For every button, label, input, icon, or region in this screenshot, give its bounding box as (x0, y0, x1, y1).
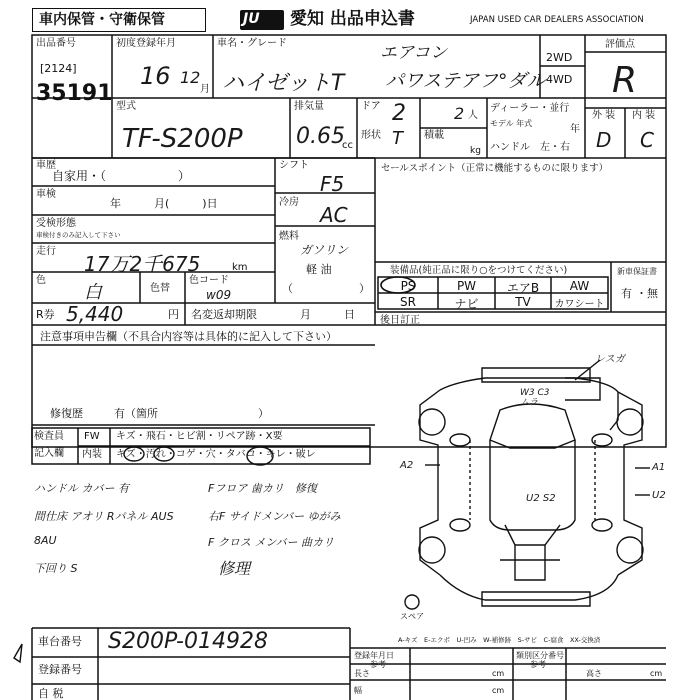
cooling-label: 冷房 (279, 197, 299, 208)
repair-value: 有（箇所 (114, 407, 158, 420)
equipment-navi[interactable]: ナビ (454, 297, 479, 311)
note-left-2: 間仕床 アオリ Rパネル AUS (34, 510, 174, 523)
history-label: 車歴 (36, 160, 56, 171)
receipt-label: 受検形態 (36, 218, 76, 229)
mileage-unit: km (232, 262, 248, 273)
meigi-value: 月 日 (300, 308, 355, 321)
shape-label: 形状 (361, 130, 381, 141)
color-value: 白 (84, 282, 102, 303)
length-unit: cm (492, 669, 505, 678)
drive-2wd: 2WD (546, 51, 573, 64)
recycle-value: 5,440 (66, 302, 124, 326)
equipment-tv[interactable]: TV (515, 295, 531, 309)
shift-value: F5 (320, 172, 345, 196)
displacement-unit: cc (342, 140, 353, 151)
tax-label: 自 税 (38, 687, 64, 700)
model-name: ハイゼットT (222, 71, 345, 96)
note-left-3: 8AU (34, 534, 57, 547)
length-label: 長さ (354, 669, 370, 678)
height-label: 高さ (586, 669, 602, 678)
meigi-label: 名変返却期限 (191, 308, 257, 321)
warranty-label: 新車保証書 (617, 267, 657, 276)
exterior-label: 外 装 (592, 110, 616, 121)
color-change-label: 色替 (150, 283, 170, 294)
diagram-mark-1: レスガ (595, 354, 625, 365)
mileage-label: 走行 (36, 246, 56, 257)
org-english: JAPAN USED CAR DEALERS ASSOCIATION (470, 15, 644, 25)
fuel-label: 燃料 (279, 231, 299, 242)
rear-correction-label: 後日訂正 (380, 315, 420, 326)
load-unit: kg (470, 146, 481, 156)
registration-month: 12 (180, 68, 201, 87)
register-label: 登録番号 (38, 663, 82, 676)
interior-grade: C (640, 128, 654, 152)
note-right-2: 右F サイドメンバー ゆがみ (208, 510, 341, 523)
shift-label: シフト (279, 160, 309, 171)
model-year-unit: 年 (570, 124, 580, 135)
inspector-label-2: 記入欄 (34, 448, 64, 459)
drive-4wd: 4WD (546, 73, 573, 86)
registration-label: 初度登録年月 (116, 38, 176, 49)
equipment-label: 装備品(純正品に限り○をつけてください) (390, 265, 568, 276)
diagram-mark-4: A1 (652, 462, 666, 473)
width-unit: cm (492, 686, 505, 695)
spare-label: スペア (400, 612, 424, 621)
equipment-row-1 (378, 279, 608, 293)
recycle-label: R券 (36, 308, 55, 321)
note-right-3: F クロス メンバー 曲カリ (208, 536, 335, 549)
color-code-label: 色コード (189, 275, 229, 286)
org-name: 愛知 出品申込書 (290, 9, 415, 29)
fuel-paren: （ ） (282, 282, 370, 295)
note-left-1: ハンドル カバー 有 (34, 482, 129, 495)
chassis-label: 車台番号 (38, 635, 82, 648)
repair-label: 修復歴 (50, 407, 83, 420)
inspector-label-1: 検査員 (34, 431, 64, 442)
legend-field-1-unit: 参考 (370, 660, 386, 669)
width-label: 幅 (354, 686, 362, 695)
ju-logo-icon: JU (243, 11, 260, 27)
katashiki-label: 型式 (116, 101, 136, 112)
lot-code: [2124] (40, 62, 77, 75)
storage-header (32, 8, 206, 32)
model-aircon: エアコン (380, 43, 448, 63)
color-code-value: w09 (206, 288, 232, 302)
equipment-ps[interactable]: PS (400, 279, 416, 293)
displacement-value: 0.65 (296, 124, 345, 149)
fw-label: FW (84, 431, 100, 442)
door-label: ドア (361, 101, 381, 112)
equipment-row-2 (378, 295, 608, 309)
interior-label: 内 装 (632, 110, 656, 121)
load-label: 積載 (424, 130, 444, 141)
fuel-gasoline: ガソリン (300, 243, 349, 257)
door-value: 2 (392, 101, 406, 126)
recycle-unit: 円 (168, 308, 179, 321)
model-label: 車名・グレード (217, 38, 287, 49)
equipment-leather-seat[interactable]: カワシート (554, 299, 605, 310)
receipt-note: 車検付きのみ記入して下さい (36, 231, 121, 239)
registration-year: 16 (140, 62, 171, 90)
lot-number: 35191 (36, 81, 113, 106)
warranty-yes[interactable]: 有 (621, 287, 632, 300)
shape-value: T (392, 128, 403, 149)
storage-label: 車内保管・守衛保管 (39, 12, 165, 28)
interior-items: キズ・汚れ・コゲ・穴・タバコ・キレ・破レ (116, 449, 316, 460)
registration-month-unit: 月 (200, 84, 210, 95)
diagram-mark-3: A2 (400, 460, 414, 471)
selling-points-label: セールスポイント（正常に機能するものに限ります） (381, 163, 609, 174)
fw-items: キズ・飛石・ヒビ割・リペア跡・X要 (116, 431, 283, 442)
note-right-4: 修理 (218, 559, 251, 578)
model-year-label: モデル 年式 (490, 119, 533, 128)
diagram-mark-6: U2 S2 (526, 493, 556, 504)
model-grade: パワステアフ°ダル (385, 70, 546, 92)
katashiki-value: TF-S200P (122, 124, 243, 154)
displacement-label: 排気量 (294, 101, 324, 112)
warranty-no[interactable]: ・無 (636, 287, 658, 300)
notes-label: 注意事項申告欄（不具合内容等は具体的に記入して下さい） (40, 330, 337, 343)
history-value: 自家用・（ ） (52, 169, 191, 183)
cooling-value: AC (320, 203, 348, 227)
equipment-pw[interactable]: PW (456, 279, 477, 293)
repair-close: ） (258, 407, 269, 420)
legend-text: A-キズ E-エクボ U-凹み W-補修跡 S-サビ C-腐食 XX-交換済 (398, 636, 601, 644)
equipment-aw[interactable]: AW (569, 279, 590, 293)
legend-field-2-label: 類別区分番号 (516, 651, 564, 660)
diagram-mark-2: W3 C3 ムラ (520, 388, 550, 408)
evaluation-label: 評価点 (605, 39, 635, 50)
fuel-diesel: 軽 油 (306, 263, 332, 276)
evaluation-score: R (612, 60, 638, 101)
exterior-grade: D (596, 128, 612, 152)
capacity-value: 2 (454, 104, 465, 123)
legend-field-1-label: 登録年月日 (354, 651, 394, 660)
note-right-1: Fフロア 歯カリ 修復 (208, 482, 317, 495)
capacity-unit: 人 (468, 110, 478, 121)
handle-label: ハンドル 左・右 (490, 142, 570, 153)
shaken-label: 車検 (36, 189, 56, 200)
dealer-label: ディーラー・並行 (490, 103, 570, 114)
interior-items-label: 内装 (82, 449, 102, 460)
diagram-mark-5: U2 (652, 490, 666, 501)
lot-label: 出品番号 (36, 38, 76, 49)
color-label: 色 (36, 275, 46, 286)
equipment-airbag[interactable]: エアB (506, 281, 540, 295)
height-unit: cm (650, 669, 663, 678)
equipment-sr[interactable]: SR (400, 295, 416, 309)
shaken-value: 年 月( )日 (110, 197, 218, 210)
note-left-4: 下回り S (34, 562, 78, 575)
legend-field-2-unit: 参考 (530, 660, 546, 669)
chassis-value: S200P-014928 (108, 629, 268, 654)
mileage-value: 17万2千675 (84, 252, 201, 276)
